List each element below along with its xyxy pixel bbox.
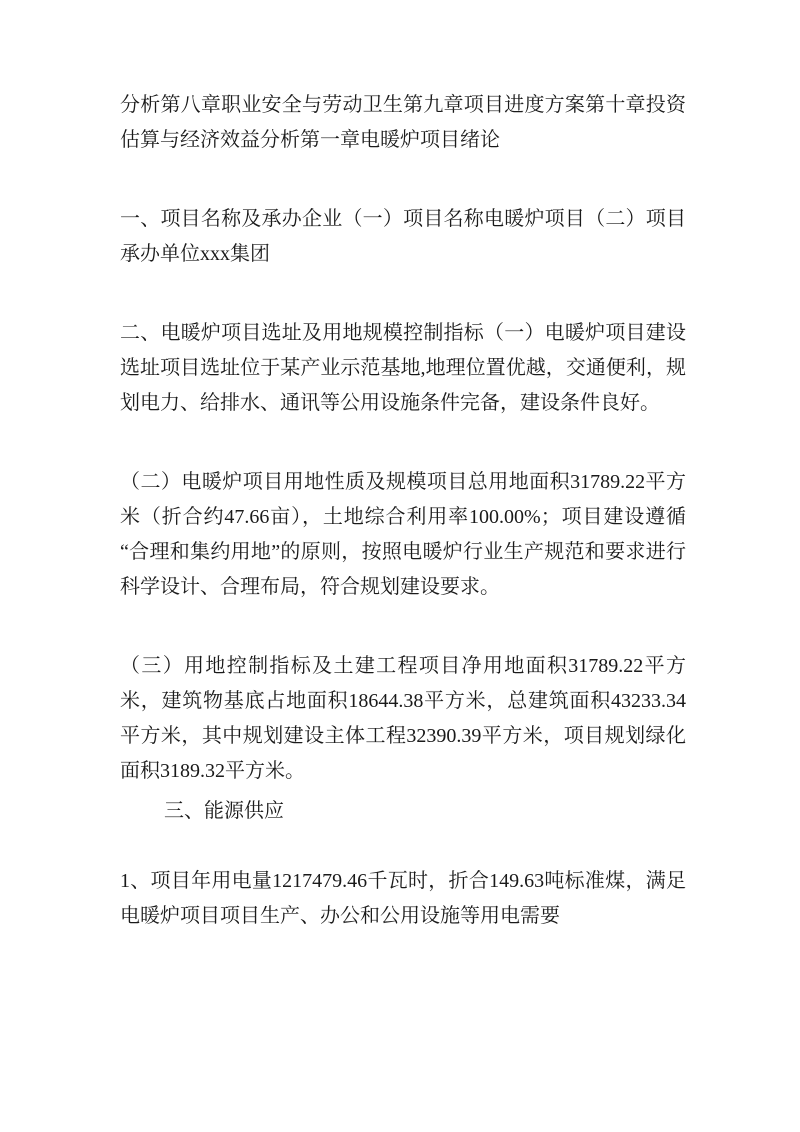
paragraph-electricity-consumption: 1、项目年用电量1217479.46千瓦时，折合149.63吨标准煤，满足电暖炉项目项目生产、办公和公用设施等用电需要 — [120, 870, 686, 927]
heading-energy-supply: 三、能源供应 — [164, 800, 284, 822]
paragraph-land-control-indicators: （三）用地控制指标及土建工程项目净用地面积31789.22平方米，建筑物基底占地面积18644.38平方米，总建筑面积43233.34平方米，其中规划建设主体工程32390.39平方米，项目规划绿化面积3189.32平方米。 — [120, 655, 686, 782]
paragraph-site-selection: 二、电暖炉项目选址及用地规模控制指标（一）电暖炉项目建设选址项目选址位于某产业示范基地,地理位置优越，交通便利，规划电力、给排水、通讯等公用设施条件完备，建设条件良好。 — [120, 322, 686, 414]
paragraph-chapter-list: 分析第八章职业安全与劳动卫生第九章项目进度方案第十章投资估算与经济效益分析第一章电暖炉项目绪论 — [120, 94, 686, 151]
paragraph-project-name-and-owner: 一、项目名称及承办企业（一）项目名称电暖炉项目（二）项目承办单位xxx集团 — [120, 208, 686, 265]
document-body — [120, 88, 686, 934]
paragraph-land-use-scale: （二）电暖炉项目用地性质及规模项目总用地面积31789.22平方米（折合约47.66亩），土地综合利用率100.00%；项目建设遵循“合理和集约用地”的原则，按照电暖炉行业生产规范和要求进行科学设计、合理布局，符合规划建设要求。 — [120, 471, 686, 598]
